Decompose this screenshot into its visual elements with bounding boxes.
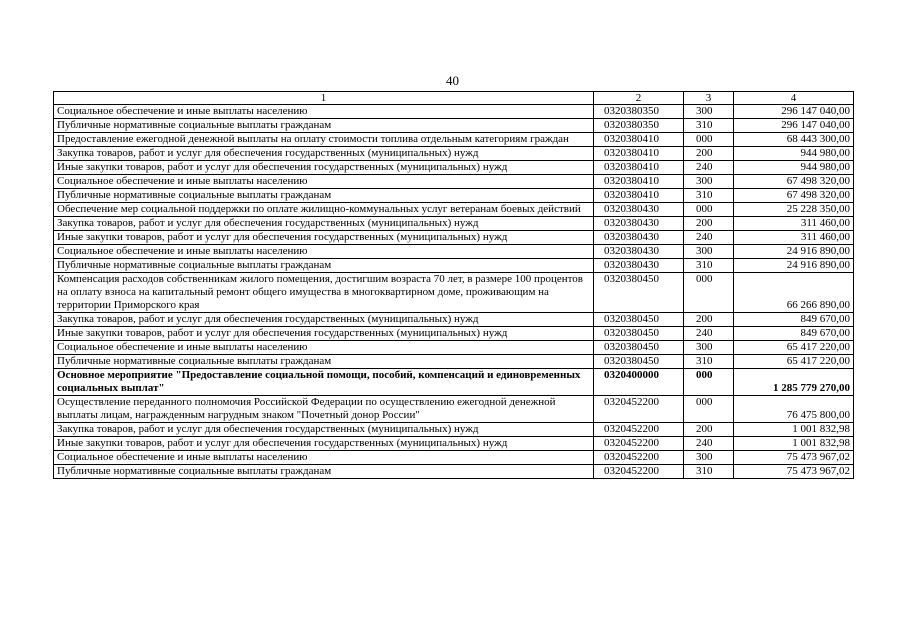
table-row	[54, 327, 854, 341]
page-number: 40	[446, 73, 459, 88]
row-type-cell: 200	[684, 147, 734, 161]
row-sum-cell: 67 498 320,00	[734, 189, 854, 203]
row-code-cell: 0320380450	[594, 327, 684, 341]
row-name-cell: Закупка товаров, работ и услуг для обеспечения государственных (муниципальных) нужд	[54, 147, 594, 161]
row-sum-cell: 65 417 220,00	[734, 355, 854, 369]
row-type-cell: 000	[684, 133, 734, 147]
table-row	[54, 369, 854, 396]
row-sum-cell: 75 473 967,02	[734, 451, 854, 465]
table-row	[54, 437, 854, 451]
row-sum-cell: 849 670,00	[734, 327, 854, 341]
row-code-cell: 0320380410	[594, 175, 684, 189]
header-col-3: 3	[684, 92, 734, 105]
row-sum-cell: 1 285 779 270,00	[734, 369, 854, 396]
header-col-2: 2	[594, 92, 684, 105]
row-sum-cell: 849 670,00	[734, 313, 854, 327]
table-row	[54, 119, 854, 133]
row-type-cell: 200	[684, 423, 734, 437]
row-name-cell: Закупка товаров, работ и услуг для обеспечения государственных (муниципальных) нужд	[54, 423, 594, 437]
table-row	[54, 396, 854, 423]
row-code-cell: 0320380410	[594, 161, 684, 175]
row-type-cell: 310	[684, 465, 734, 479]
row-code-cell: 0320380450	[594, 341, 684, 355]
row-type-cell: 300	[684, 175, 734, 189]
row-code-cell: 0320452200	[594, 423, 684, 437]
budget-table	[53, 91, 854, 479]
row-name-cell: Публичные нормативные социальные выплаты гражданам	[54, 259, 594, 273]
row-code-cell: 0320380450	[594, 313, 684, 327]
row-name-cell: Иные закупки товаров, работ и услуг для обеспечения государственных (муниципальных) нужд	[54, 327, 594, 341]
row-type-cell: 240	[684, 231, 734, 245]
row-type-cell: 000	[684, 369, 734, 396]
row-code-cell: 0320452200	[594, 465, 684, 479]
table-row	[54, 465, 854, 479]
row-code-cell: 0320380430	[594, 245, 684, 259]
table-row	[54, 217, 854, 231]
row-type-cell: 240	[684, 161, 734, 175]
row-sum-cell: 24 916 890,00	[734, 259, 854, 273]
row-sum-cell: 65 417 220,00	[734, 341, 854, 355]
table-row	[54, 313, 854, 327]
row-name-cell: Социальное обеспечение и иные выплаты населению	[54, 451, 594, 465]
row-sum-cell: 944 980,00	[734, 161, 854, 175]
row-name-cell: Предоставление ежегодной денежной выплаты на оплату стоимости топлива отдельным категориям граждан	[54, 133, 594, 147]
table-row	[54, 355, 854, 369]
row-name-cell: Публичные нормативные социальные выплаты гражданам	[54, 189, 594, 203]
row-code-cell: 0320380430	[594, 231, 684, 245]
table-row	[54, 189, 854, 203]
row-sum-cell: 67 498 320,00	[734, 175, 854, 189]
row-code-cell: 0320400000	[594, 369, 684, 396]
row-sum-cell: 66 266 890,00	[734, 273, 854, 313]
row-name-cell: Закупка товаров, работ и услуг для обеспечения государственных (муниципальных) нужд	[54, 217, 594, 231]
row-sum-cell: 944 980,00	[734, 147, 854, 161]
table-row	[54, 273, 854, 313]
row-sum-cell: 311 460,00	[734, 217, 854, 231]
table-row	[54, 175, 854, 189]
row-code-cell: 0320452200	[594, 437, 684, 451]
row-code-cell: 0320452200	[594, 396, 684, 423]
row-type-cell: 000	[684, 273, 734, 313]
table-row	[54, 231, 854, 245]
row-type-cell: 300	[684, 341, 734, 355]
row-type-cell: 240	[684, 437, 734, 451]
table-row	[54, 203, 854, 217]
row-type-cell: 310	[684, 119, 734, 133]
row-sum-cell: 24 916 890,00	[734, 245, 854, 259]
row-name-cell: Компенсация расходов собственникам жилого помещения, достигшим возраста 70 лет, в размере 100 процентов на оплату взноса на капитальный ремонт общего имущества в многоквартирном доме, проживающим на территории Приморского края	[54, 273, 594, 313]
row-type-cell: 000	[684, 203, 734, 217]
table-row	[54, 341, 854, 355]
row-name-cell: Иные закупки товаров, работ и услуг для обеспечения государственных (муниципальных) нужд	[54, 437, 594, 451]
row-sum-cell: 296 147 040,00	[734, 105, 854, 119]
table-row	[54, 423, 854, 437]
row-code-cell: 0320380430	[594, 259, 684, 273]
row-code-cell: 0320380410	[594, 133, 684, 147]
row-name-cell: Социальное обеспечение и иные выплаты населению	[54, 105, 594, 119]
row-code-cell: 0320380350	[594, 119, 684, 133]
table-body	[54, 105, 854, 479]
row-code-cell: 0320380350	[594, 105, 684, 119]
row-name-cell: Публичные нормативные социальные выплаты гражданам	[54, 465, 594, 479]
header-row	[54, 92, 854, 105]
header-col-4: 4	[734, 92, 854, 105]
table-row	[54, 245, 854, 259]
row-type-cell: 310	[684, 189, 734, 203]
row-sum-cell: 296 147 040,00	[734, 119, 854, 133]
row-type-cell: 310	[684, 259, 734, 273]
row-code-cell: 0320380410	[594, 147, 684, 161]
table-row	[54, 105, 854, 119]
row-name-cell: Иные закупки товаров, работ и услуг для обеспечения государственных (муниципальных) нужд	[54, 231, 594, 245]
row-name-cell: Социальное обеспечение и иные выплаты населению	[54, 245, 594, 259]
row-type-cell: 310	[684, 355, 734, 369]
row-sum-cell: 25 228 350,00	[734, 203, 854, 217]
row-type-cell: 300	[684, 245, 734, 259]
table-row	[54, 259, 854, 273]
table-row	[54, 147, 854, 161]
row-code-cell: 0320380410	[594, 189, 684, 203]
table-row	[54, 133, 854, 147]
row-name-cell: Публичные нормативные социальные выплаты гражданам	[54, 119, 594, 133]
header-col-1: 1	[54, 92, 594, 105]
row-code-cell: 0320380450	[594, 273, 684, 313]
row-name-cell: Закупка товаров, работ и услуг для обеспечения государственных (муниципальных) нужд	[54, 313, 594, 327]
row-name-cell: Социальное обеспечение и иные выплаты населению	[54, 175, 594, 189]
row-type-cell: 300	[684, 105, 734, 119]
row-type-cell: 300	[684, 451, 734, 465]
row-sum-cell: 75 473 967,02	[734, 465, 854, 479]
row-name-cell: Обеспечение мер социальной поддержки по оплате жилищно-коммунальных услуг ветеранам боевых действий	[54, 203, 594, 217]
table-row	[54, 161, 854, 175]
row-sum-cell: 1 001 832,98	[734, 423, 854, 437]
row-type-cell: 200	[684, 217, 734, 231]
table-row	[54, 451, 854, 465]
row-sum-cell: 76 475 800,00	[734, 396, 854, 423]
row-name-cell: Социальное обеспечение и иные выплаты населению	[54, 341, 594, 355]
row-sum-cell: 311 460,00	[734, 231, 854, 245]
row-type-cell: 200	[684, 313, 734, 327]
row-type-cell: 240	[684, 327, 734, 341]
row-code-cell: 0320380450	[594, 355, 684, 369]
row-type-cell: 000	[684, 396, 734, 423]
row-code-cell: 0320380430	[594, 203, 684, 217]
row-sum-cell: 1 001 832,98	[734, 437, 854, 451]
row-code-cell: 0320452200	[594, 451, 684, 465]
row-name-cell: Основное мероприятие "Предоставление социальной помощи, пособий, компенсаций и единовременных социальных выплат"	[54, 369, 594, 396]
row-sum-cell: 68 443 300,00	[734, 133, 854, 147]
row-name-cell: Иные закупки товаров, работ и услуг для обеспечения государственных (муниципальных) нужд	[54, 161, 594, 175]
row-name-cell: Публичные нормативные социальные выплаты гражданам	[54, 355, 594, 369]
row-code-cell: 0320380430	[594, 217, 684, 231]
row-name-cell: Осуществление переданного полномочия Российской Федерации по осуществлению ежегодной денежной выплаты лицам, награжденным нагрудным знаком "Почетный донор России"	[54, 396, 594, 423]
